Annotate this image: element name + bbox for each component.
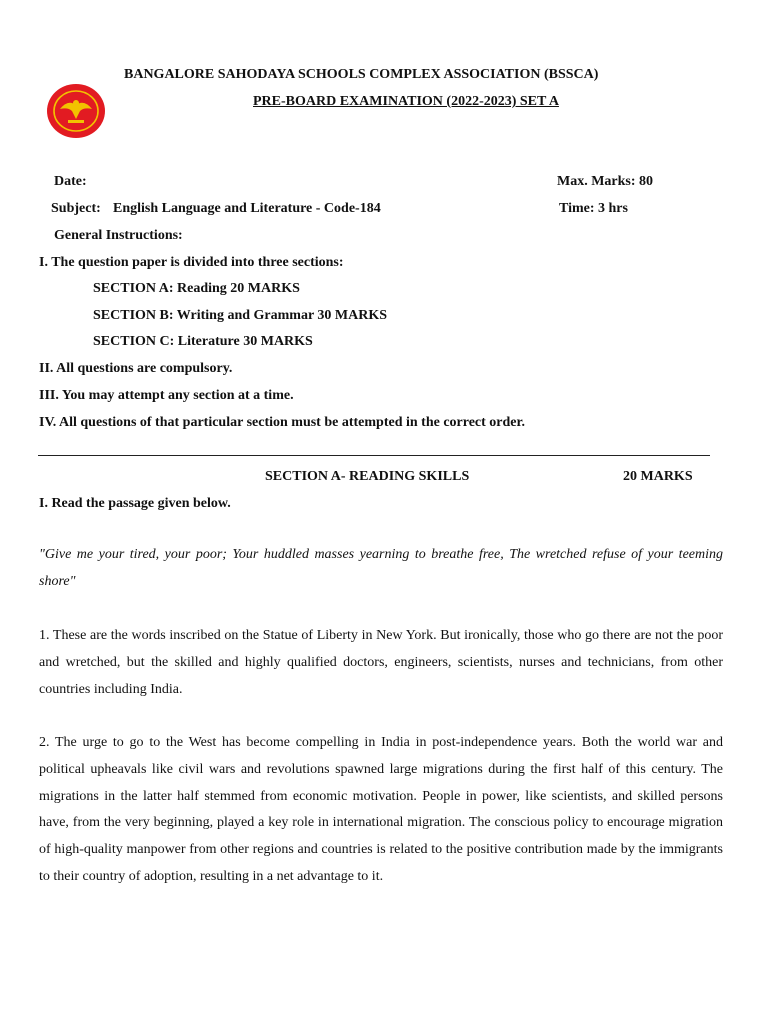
passage-quote: "Give me your tired, your poor; Your huddled masses yearning to breathe free, The wretched refuse of your teeming shore" — [39, 547, 723, 589]
instruction-section-c: SECTION C: Literature 30 MARKS — [93, 334, 313, 349]
instruction-section-b: SECTION B: Writing and Grammar 30 MARKS — [93, 308, 388, 323]
passage-paragraph-2: 2. The urge to go to the West has become compelling in India in post-independence years. Both the world war and political upheavals like civil wars and revolutions spawned large migrations during the first half of this century. The migrations in the latter half stemmed from economic motivation. People in power, like scientists, and skilled persons have, from the very beginning, played a key role in international migration. The conscious policy to encourage migration of high-quality manpower from other regions and countries is related to the positive contribution made by the immigrants to their country of adoption, resulting in a net advantage to it. — [39, 735, 723, 884]
max-marks: Max. Marks: 80 — [557, 174, 654, 189]
date-label: Date: — [54, 174, 87, 189]
subject-value: English Language and Literature - Code-184 — [113, 201, 381, 216]
time-allowed: Time: 3 hrs — [559, 201, 628, 216]
instruction-iii: III. You may attempt any section at a time. — [39, 388, 294, 403]
exam-title: PRE-BOARD EXAMINATION (2022-2023) SET A — [253, 94, 559, 109]
divider — [38, 455, 710, 456]
section-marks: 20 MARKS — [623, 469, 693, 484]
association-title: BANGALORE SAHODAYA SCHOOLS COMPLEX ASSOCIATION (BSSCA) — [124, 67, 599, 82]
instruction-iv: IV. All questions of that particular section must be attempted in the correct order. — [39, 415, 525, 430]
bssca-logo — [46, 83, 106, 139]
passage-paragraph-1: 1. These are the words inscribed on the Statue of Liberty in New York. But ironically, those who go there are not the poor and wretched, but the skilled and highly qualified doctors, engineers, scientists, nurses and technicians, from other countries including India. — [39, 628, 723, 697]
instruction-i: I. The question paper is divided into three sections: — [39, 255, 344, 270]
section-title: SECTION A- READING SKILLS — [265, 469, 470, 484]
instruction-ii: II. All questions are compulsory. — [39, 361, 233, 376]
instruction-section-a: SECTION A: Reading 20 MARKS — [93, 281, 300, 296]
instructions-heading: General Instructions: — [54, 228, 183, 243]
subject-label: Subject: — [51, 201, 101, 216]
question-1-prompt: I. Read the passage given below. — [39, 496, 231, 511]
emblem-icon — [46, 83, 106, 139]
